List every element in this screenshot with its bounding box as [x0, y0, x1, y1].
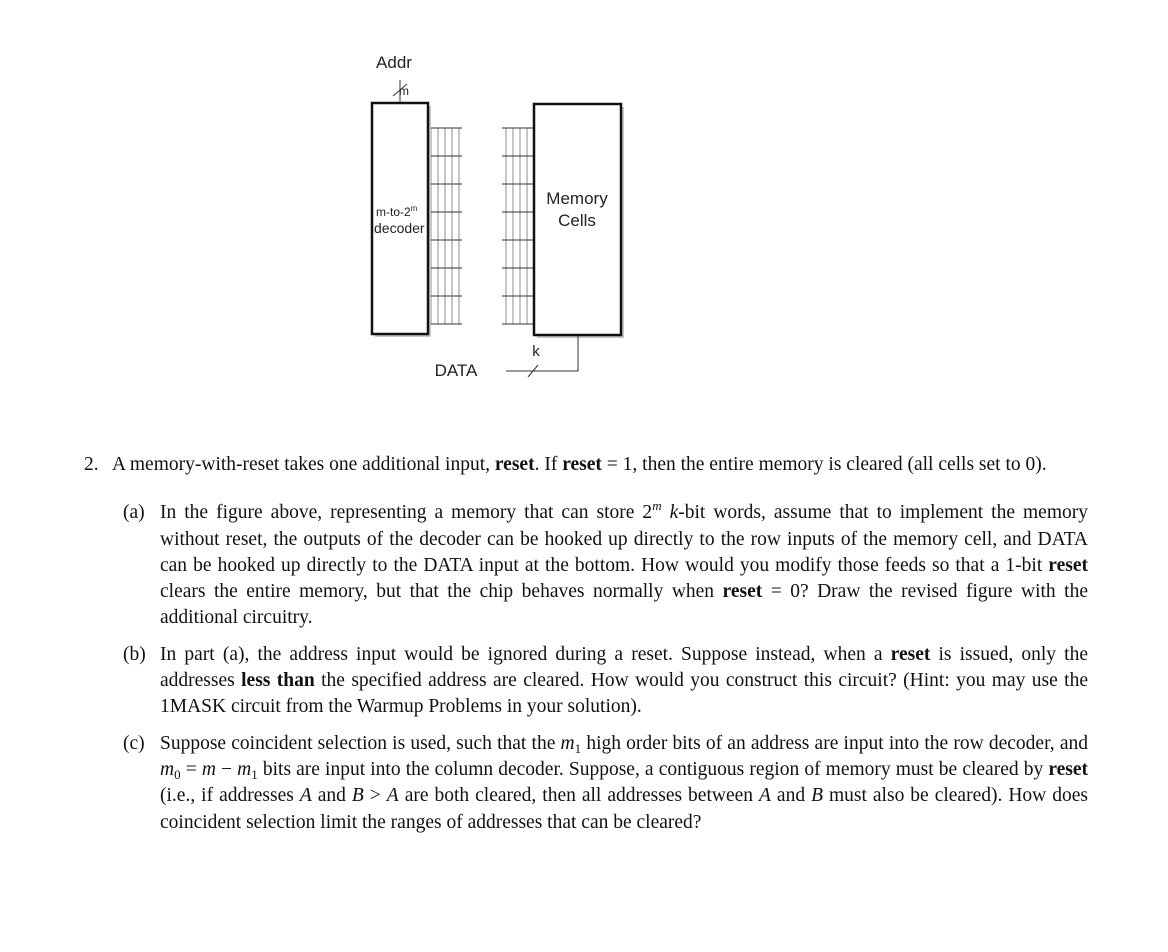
text-sub: 1: [251, 766, 258, 782]
problem-number: 2.: [84, 454, 99, 475]
intro-text-3: = 1, then the entire memory is cleared (all cells set to 0).: [601, 454, 1047, 475]
problem-part: [84, 642, 1088, 721]
text-run: the specified address are cleared. How would you construct this circuit? (Hint: you may use the 1MASK circuit from the Warmup Problems in your solution).: [160, 670, 1088, 718]
text-run: is issued, only the addresses: [160, 643, 1089, 692]
memory-row-input-lines: [502, 128, 534, 324]
text-run: =: [180, 758, 202, 780]
text-run: −: [215, 758, 238, 780]
part-label: (c): [123, 732, 145, 754]
text-run: In part (a), the address input would be ignored during a reset. Suppose instead, when a: [160, 643, 891, 665]
text-run: [662, 502, 670, 523]
text-run: must also be cleared). How does coincident selection limit the ranges of addresses that can be cleared?: [160, 785, 1088, 833]
part-label: (a): [123, 502, 145, 524]
reset-term: reset: [562, 454, 602, 475]
text-italic: A: [386, 785, 399, 807]
intro-text-1: A memory-with-reset takes one additional input,: [112, 454, 495, 475]
problem-part: [84, 500, 1088, 631]
text-italic: m: [160, 758, 175, 780]
problem-part: [84, 731, 1088, 836]
problem-intro: [84, 452, 1088, 478]
text-run: and: [770, 785, 812, 807]
problem-parts: [84, 500, 1088, 836]
text-italic: A: [759, 785, 771, 807]
intro-text-2: . If: [534, 454, 563, 475]
text-bold: reset: [890, 643, 931, 665]
text-run: (i.e., if addresses: [160, 785, 300, 807]
decoder-label-line1: m-to-2$^m$: [376, 204, 418, 219]
text-bold: reset: [1048, 554, 1088, 576]
text-run: >: [363, 785, 387, 807]
text-italic: k: [669, 502, 679, 524]
text-italic: m: [237, 758, 252, 780]
decoder-output-lines: [428, 128, 462, 324]
reset-term: reset: [494, 454, 535, 475]
text-run: -bit words, assume that to implement the memory without reset, the outputs of the decoder can be hooked up directly to the row inputs of the memory cell, and DATA can be hooked up directly to the DATA input at the bottom. How would you modify those feeds so that a 1-bit: [160, 502, 1088, 576]
text-italic: m: [201, 758, 216, 780]
text-italic: B: [811, 785, 823, 807]
addr-bus-width-label: m: [399, 84, 409, 98]
text-run: In the figure above, representing a memory that can store 2: [160, 502, 653, 524]
text-bold: reset: [722, 581, 763, 603]
data-wire: [506, 336, 578, 371]
text-run: Suppose coincident selection is used, such that the: [160, 732, 561, 754]
text-run: are both cleared, then all addresses between: [398, 785, 760, 807]
text-run: high order bits of an address are input into the row decoder, and: [581, 732, 1089, 754]
text-run: and: [311, 785, 352, 807]
text-run: = 0? Draw the revised figure with the additional circuitry.: [160, 581, 1088, 629]
part-label: (b): [123, 643, 146, 665]
text-sup: m: [652, 498, 662, 514]
data-label: DATA: [434, 361, 478, 380]
memory-label-line1: Memory: [546, 189, 608, 208]
text-italic: A: [299, 785, 312, 807]
data-bus-width-label: k: [532, 343, 540, 360]
text-sub: 1: [574, 740, 582, 756]
decoder-label-line2: decoder: [374, 220, 425, 236]
addr-label: Addr: [376, 53, 412, 72]
text-run: clears the entire memory, but that the chip behaves normally when: [160, 581, 723, 603]
text-bold: less than: [241, 670, 315, 692]
memory-label-line2: Cells: [558, 211, 596, 230]
text-italic: B: [351, 785, 364, 807]
problem-2: [84, 452, 1088, 836]
text-run: bits are input into the column decoder. Suppose, a contiguous region of memory must be cleared by: [257, 758, 1049, 780]
text-italic: m: [560, 732, 575, 754]
memory-decoder-figure: [0, 0, 1168, 420]
text-sub: 0: [174, 766, 181, 782]
text-bold: reset: [1048, 758, 1089, 780]
